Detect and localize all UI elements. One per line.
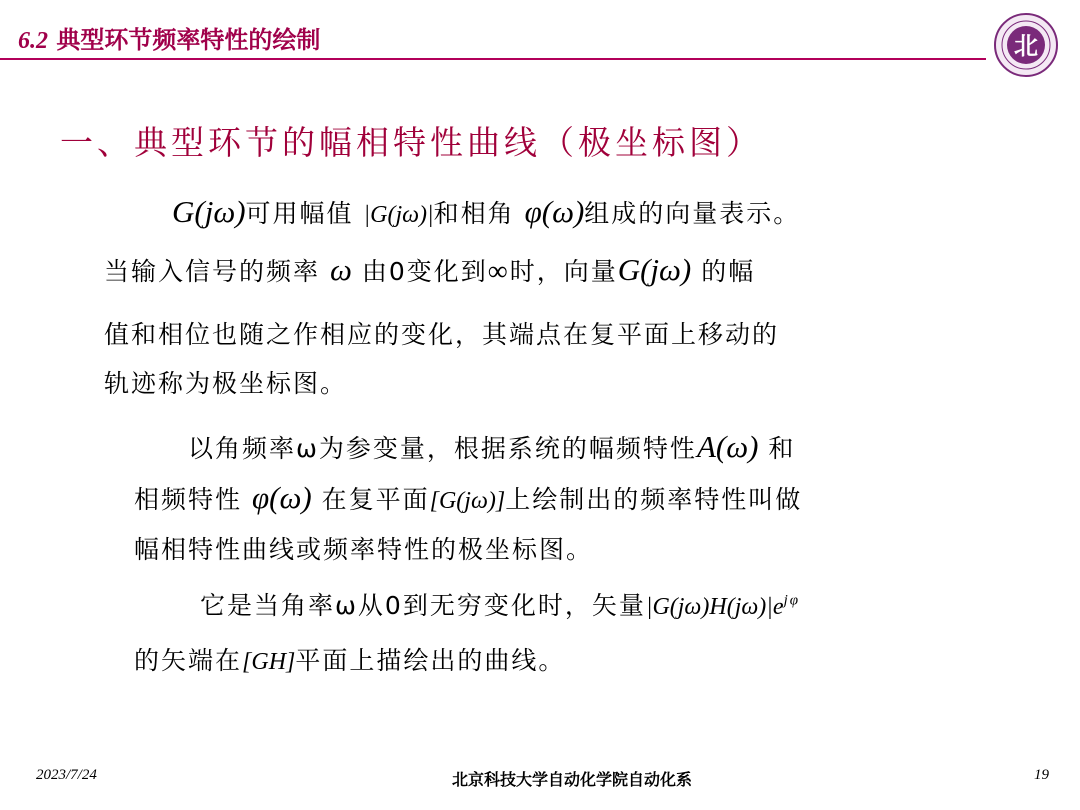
text: 相频特性	[134, 485, 243, 514]
university-logo	[993, 12, 1059, 78]
math-phi-omega: φ(ω)	[251, 480, 312, 515]
math-abs-g-jw: |G(jω)|	[363, 202, 434, 228]
text: 可用幅值	[245, 199, 354, 228]
text: 它是当角率ω从0到无穷变化时，矢量	[200, 591, 646, 620]
math-omega: ω	[329, 252, 352, 287]
math-g-jw: G(jω)	[617, 252, 692, 287]
text: 由0变化到	[361, 257, 488, 286]
math-a-omega: A(ω)	[696, 429, 759, 464]
header-divider	[0, 58, 986, 60]
p1-line-4: 轨迹称为极坐标图。	[104, 369, 348, 398]
math-superscript: jφ	[783, 592, 801, 609]
math-infinity: ∞	[487, 256, 510, 287]
p1-line-3: 值和相位也随之作相应的变化，其端点在复平面上移动的	[104, 320, 780, 349]
text: 平面上描绘出的曲线。	[295, 646, 566, 675]
math-phi-w: φ(ω)	[524, 194, 585, 229]
text: 时，向量	[509, 257, 618, 286]
math-bracket-g-jw: [G(jω)]	[429, 488, 506, 514]
p2-line-1	[188, 431, 795, 462]
slide-header	[18, 20, 320, 55]
p1-line-2	[104, 254, 755, 286]
math-g-jw: G(jω)	[172, 194, 246, 229]
text: 当输入信号的频率	[104, 257, 321, 286]
p1-line-1	[172, 196, 800, 227]
header-title: 典型环节频率特性的绘制	[56, 26, 321, 54]
p2-line-3: 幅相特性曲线或频率特性的极坐标图。	[134, 535, 594, 564]
footer-page-number: 19	[1034, 767, 1049, 783]
text: 上绘制出的频率特性叫做	[505, 485, 803, 514]
footer-institution: 北京科技大学自动化学院自动化系	[452, 770, 693, 789]
text: 以角频率ω为参变量，根据系统的幅频特性	[188, 434, 697, 463]
header-number: 6.2	[18, 28, 48, 54]
section-title: 一、典型环节的幅相特性曲线（极坐标图）	[60, 123, 763, 162]
p3-line-2	[134, 648, 565, 674]
footer-date: 2023/7/24	[36, 767, 97, 783]
math-gh-plane: [GH]	[242, 649, 296, 675]
logo-glyph: 北	[1014, 32, 1038, 60]
text: 组成的向量表示。	[584, 199, 801, 228]
text: 的矢端在	[134, 646, 243, 675]
math-vector: |G(jω)H(jω)|e	[645, 594, 784, 620]
p2-line-2	[134, 482, 802, 513]
p3-line-1	[200, 593, 800, 619]
text: 和	[768, 434, 796, 463]
text: 在复平面	[321, 485, 430, 514]
text: 的幅	[701, 257, 756, 286]
text: 和相角	[433, 199, 515, 228]
